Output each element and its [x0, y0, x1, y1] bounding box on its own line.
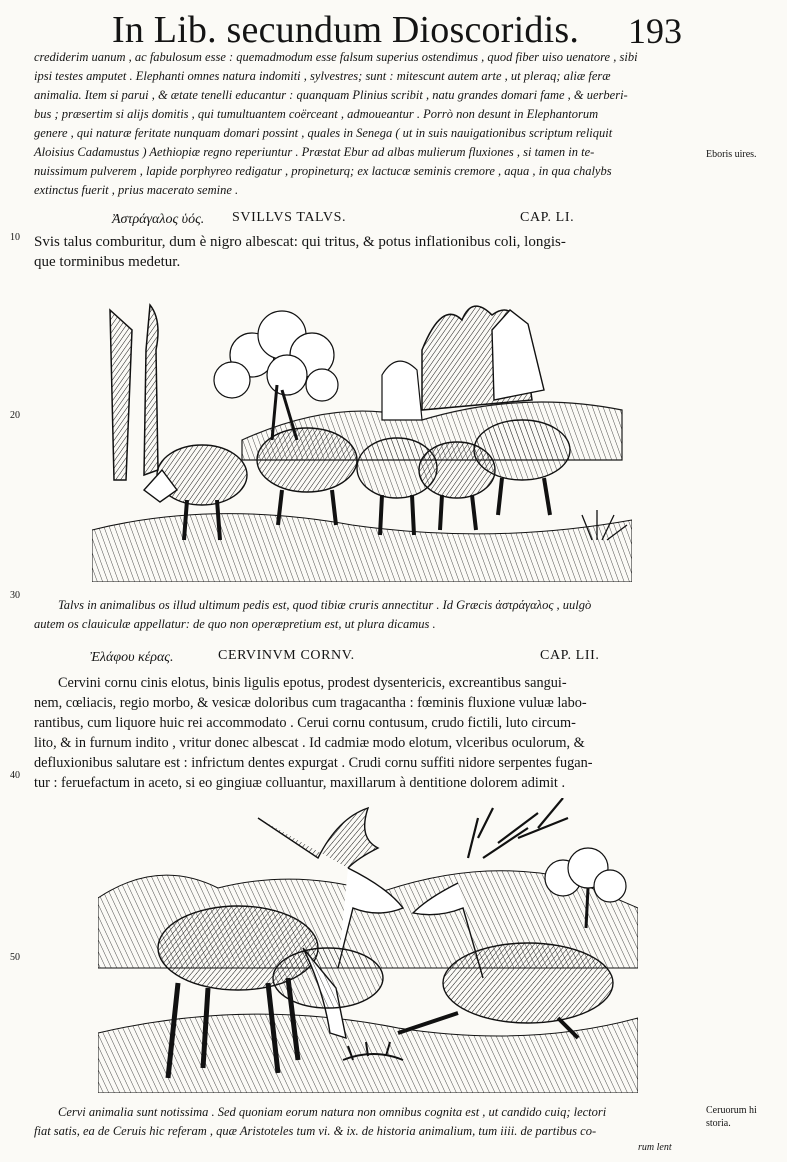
text-line: rum lent — [638, 1142, 672, 1153]
text-line: nem, cœliacis, regio morbo, & vesicæ doloribus cum tragacantha : fœminis fluxione vuluæ labo- — [34, 695, 587, 711]
text-line: ipsi testes amputet . Elephanti omnes natura indomiti , sylvestres; sunt : mitescunt autem arte , ut pleraq; aliæ feræ — [34, 69, 611, 83]
running-title: In Lib. secundum Dioscoridis. — [112, 9, 580, 51]
text-line: Svis talus comburitur, dum è nigro albescat: qui tritus, & potus inflationibus coli, longis- — [34, 234, 566, 250]
deer-woodcut-icon — [98, 798, 638, 1093]
chapter-title: SVILLVS TALVS. — [232, 210, 347, 225]
text-line: genere , qui naturæ feritate nunquam domari possint , quales in Senega ( ut in suis nauigationibus scriptum reliquit — [34, 126, 613, 140]
greek-heading: Ἐλάφου κέρας. — [90, 650, 174, 665]
line-number: 40 — [10, 770, 20, 781]
line-number: 10 — [10, 232, 20, 243]
text-line: rantibus, cum liquore huic rei accommodato . Cerui cornu contusum, crudo fictili, luto circum- — [34, 715, 576, 731]
text-line: que torminibus medetur. — [34, 254, 181, 270]
line-number: 50 — [10, 952, 20, 963]
margin-note-line: storia. — [706, 1118, 731, 1129]
chapter-title: CERVINVM CORNV. — [218, 648, 355, 663]
chapter-number: CAP. LII. — [540, 648, 600, 663]
text-line: fiat satis, ea de Ceruis hic referam , quæ Aristoteles tum vi. & ix. de historia animalium, tum iiii. de partibus co- — [34, 1124, 597, 1138]
text-line: crediderim uanum , ac fabulosum esse : quemadmodum esse falsum superius ostendimus , quod fiber uiso uenatore , sibi — [34, 50, 638, 64]
text-line: defluxionibus salutare est : infrictum dentes expurgat . Crudi cornu suffiti nidore serpentes fugan- — [34, 755, 593, 771]
line-number: 30 — [10, 590, 20, 601]
greek-heading: Ἀστράγαλος ὑός. — [112, 212, 205, 227]
text-line: autem os clauiculæ appellatur: de quo non operæpretium est, ut plura dicamus . — [34, 617, 436, 631]
text-line: bus ; præsertim si alijs domitis , qui tumultuantem coërceant , admoueantur . Porrò non desunt in Elephantorum — [34, 107, 599, 121]
chapter-number: CAP. LI. — [520, 210, 575, 225]
text-line: Cervini cornu cinis elotus, binis ligulis epotus, prodest dysentericis, excreantibus sangui- — [58, 675, 567, 691]
margin-note-line: Ceruorum hi — [706, 1105, 757, 1116]
text-line: nuissimum pulverem , lapide porphyreo redigatur , propineturq; ex lactucæ seminis cremore , aqua , in qua chalybs — [34, 164, 612, 178]
margin-note-ebur: Eboris uires. — [706, 149, 757, 160]
text-line: Talvs in animalibus os illud ultimum pedis est, quod tibiæ cruris annectitur . Id Græcis ἀστράγαλος , uulgò — [58, 598, 592, 612]
text-line: tur : feruefactum in aceto, si eo gingiuæ colluantur, maxillarum à dentitione dolorem adimit . — [34, 775, 566, 791]
page-number: 193 — [628, 11, 682, 51]
line-number: 20 — [10, 410, 20, 421]
margin-note-cervorum — [706, 1104, 757, 1130]
text-line: Cervi animalia sunt notissima . Sed quoniam eorum natura non omnibus cognita est , ut candido cuiq; lectori — [58, 1105, 607, 1119]
text-line: Aloisius Cadamustus ) Aethiopiæ regno reperiuntur . Præstat Ebur ad albas mulierum fluxiones , si tamen in te- — [34, 145, 595, 159]
text-line: animalia. Item si parui , & ætate tenelli educantur : quanquam Plinius scribit , natu grandes domari fame , & uerberi- — [34, 88, 628, 102]
boars-woodcut-icon — [92, 290, 632, 582]
text-line: extinctus fuerit , prius macerato semine . — [34, 183, 239, 197]
text-line: lito, & in furnum indito , vritur donec albescat . Id cadmiæ modo elotum, vlceribus oculorum, & — [34, 735, 585, 751]
